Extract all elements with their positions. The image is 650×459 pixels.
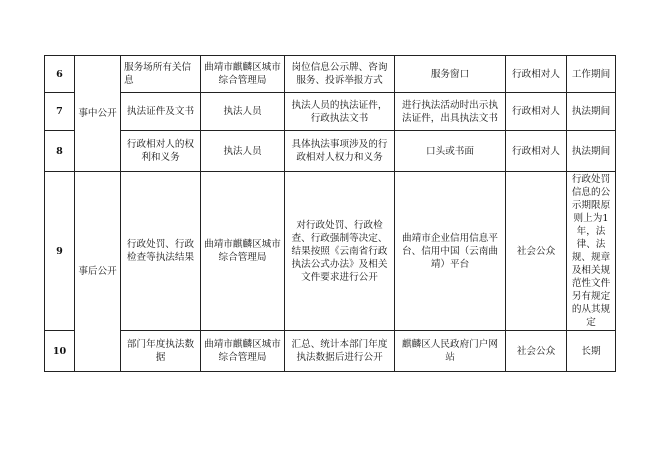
item-cell: 执法证件及文书 (121, 93, 201, 131)
channel-cell: 服务窗口 (395, 56, 506, 93)
channel-cell: 曲靖市企业信用信息平台、信用中国（云南曲靖）平台 (395, 172, 506, 331)
item-cell: 行政处罚、行政检查等执法结果 (121, 172, 201, 331)
row-number: 6 (45, 56, 75, 93)
content-cell: 岗位信息公示牌、咨询服务、投诉举报方式 (285, 56, 395, 93)
subject-cell: 曲靖市麒麟区城市综合管理局 (201, 56, 285, 93)
subject-cell: 曲靖市麒麟区城市综合管理局 (201, 172, 285, 331)
row-number: 9 (45, 172, 75, 331)
target-cell: 行政相对人 (506, 131, 567, 172)
target-cell: 社会公众 (506, 172, 567, 331)
row-number: 7 (45, 93, 75, 131)
row-number: 10 (45, 331, 75, 372)
period-cell: 行政处罚信息的公示期限原则上为1年，法律、法规、规章及相关规范性文件另有规定的从其规定 (567, 172, 616, 331)
target-cell: 行政相对人 (506, 56, 567, 93)
period-cell: 执法期间 (567, 93, 616, 131)
content-cell: 对行政处罚、行政检查、行政强制等决定、结果按照《云南省行政执法公式办法》及相关文件要求进行公开 (285, 172, 395, 331)
stage-cell: 事中公开 (75, 56, 121, 172)
subject-cell: 执法人员 (201, 93, 285, 131)
subject-cell: 曲靖市麒麟区城市综合管理局 (201, 331, 285, 372)
item-cell: 服务场所有关信息 (121, 56, 201, 93)
table-row (45, 131, 616, 172)
content-cell: 汇总、统计本部门年度执法数据后进行公开 (285, 331, 395, 372)
item-cell: 部门年度执法数据 (121, 331, 201, 372)
item-cell: 行政相对人的权利和义务 (121, 131, 201, 172)
stage-cell: 事后公开 (75, 172, 121, 372)
channel-cell: 进行执法活动时出示执法证件，出具执法文书 (395, 93, 506, 131)
table-row (45, 56, 616, 93)
content-cell: 具体执法事项涉及的行政相对人权力和义务 (285, 131, 395, 172)
period-cell: 执法期间 (567, 131, 616, 172)
target-cell: 社会公众 (506, 331, 567, 372)
table-row (45, 172, 616, 331)
channel-cell: 麒麟区人民政府门户网站 (395, 331, 506, 372)
period-cell: 工作期间 (567, 56, 616, 93)
content-cell: 执法人员的执法证件，行政执法文书 (285, 93, 395, 131)
channel-cell: 口头或书面 (395, 131, 506, 172)
target-cell: 行政相对人 (506, 93, 567, 131)
subject-cell: 执法人员 (201, 131, 285, 172)
disclosure-table (44, 55, 616, 372)
table-row (45, 93, 616, 131)
period-cell: 长期 (567, 331, 616, 372)
table-row (45, 331, 616, 372)
row-number: 8 (45, 131, 75, 172)
